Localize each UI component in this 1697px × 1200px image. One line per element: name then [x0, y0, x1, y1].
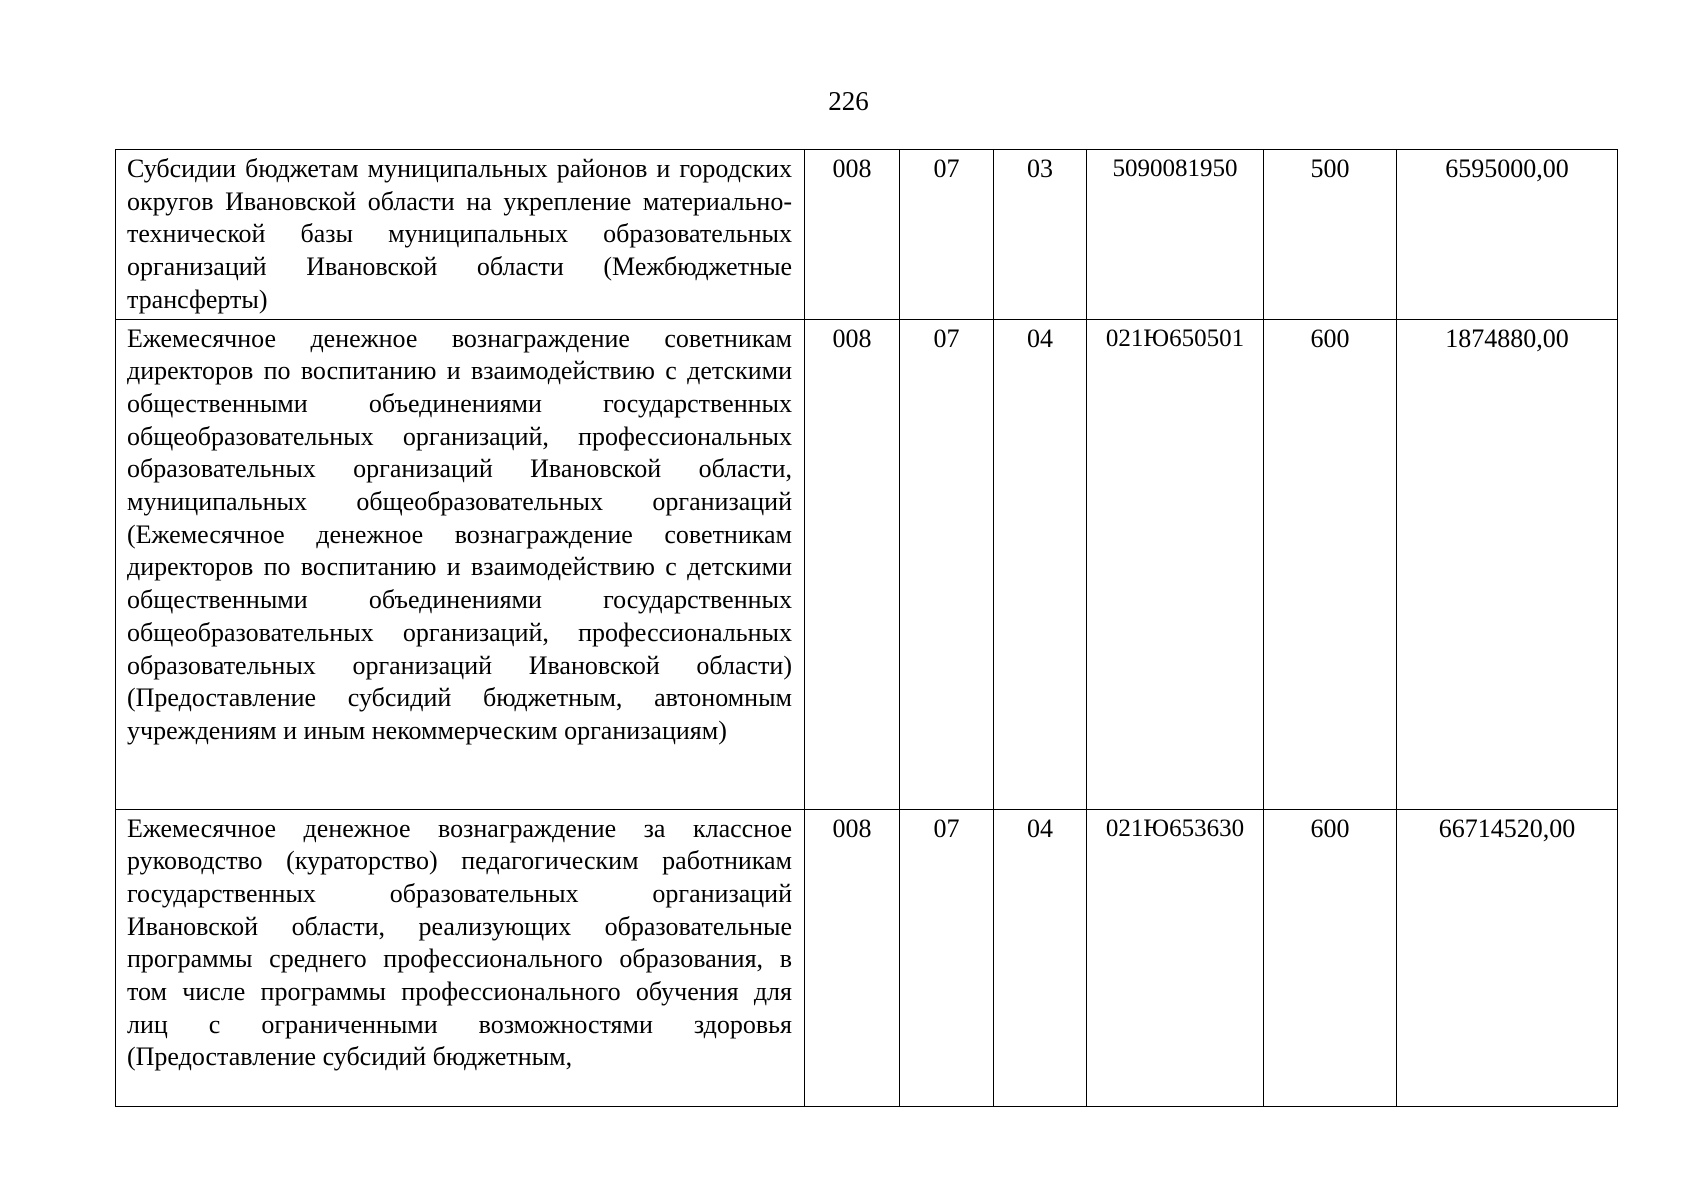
target-article-cell: 021Ю653630 [1087, 809, 1264, 1106]
subsection-code-cell: 04 [994, 809, 1087, 1106]
section-code-cell: 07 [900, 809, 994, 1106]
expense-type-cell: 600 [1264, 319, 1397, 809]
target-article-cell: 021Ю650501 [1087, 319, 1264, 809]
expense-name-cell: Ежемесячное денежное вознаграждение советникам директоров по воспитанию и взаимодействию с детскими общественными объединениями государственных общеобразовательных организаций, профессиональных образовательных организаций Ивановской области, муниципальных общеобразовательных организаций (Ежемесячное денежное вознаграждение советникам директоров по воспитанию и взаимодействию с детскими общественными объединениями государственных общеобразовательных организаций, профессиональных образовательных организаций Ивановской области) (Предоставление субсидий бюджетным, автономным учреждениям и иным некоммерческим организациям) [116, 319, 805, 809]
expense-name-cell: Субсидии бюджетам муниципальных районов и городских округов Ивановской области на укрепление материально-технической базы муниципальных образовательных организаций Ивановской области (Межбюджетные трансферты) [116, 150, 805, 320]
grbs-code-cell: 008 [805, 809, 900, 1106]
grbs-code-cell: 008 [805, 319, 900, 809]
expense-type-cell: 500 [1264, 150, 1397, 320]
table-row [116, 809, 1618, 1106]
budget-table [115, 149, 1618, 1107]
grbs-code-cell: 008 [805, 150, 900, 320]
subsection-code-cell: 04 [994, 319, 1087, 809]
table-row [116, 319, 1618, 809]
table-row [116, 150, 1618, 320]
subsection-code-cell: 03 [994, 150, 1087, 320]
amount-cell: 6595000,00 [1397, 150, 1618, 320]
amount-cell: 66714520,00 [1397, 809, 1618, 1106]
expense-type-cell: 600 [1264, 809, 1397, 1106]
section-code-cell: 07 [900, 319, 994, 809]
page-number: 226 [828, 86, 869, 116]
expense-name-cell: Ежемесячное денежное вознаграждение за классное руководство (кураторство) педагогическим работникам государственных образовательных организаций Ивановской области, реализующих образовательные программы среднего профессионального образования, в том числе программы профессионального обучения для лиц с ограниченными возможностями здоровья (Предоставление субсидий бюджетным, [116, 809, 805, 1106]
section-code-cell: 07 [900, 150, 994, 320]
target-article-cell: 5090081950 [1087, 150, 1264, 320]
amount-cell: 1874880,00 [1397, 319, 1618, 809]
